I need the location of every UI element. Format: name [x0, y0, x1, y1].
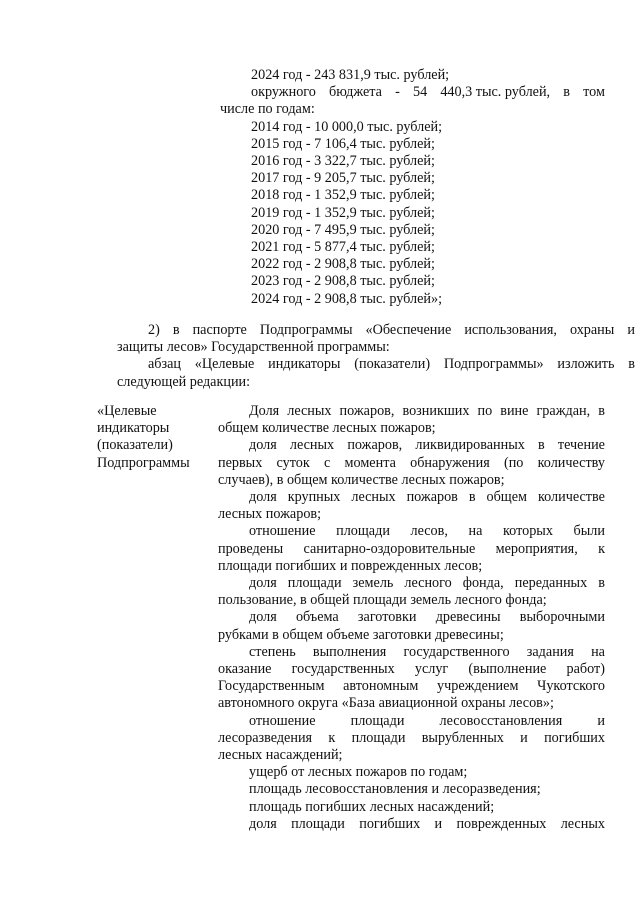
word: граждан,	[536, 403, 591, 419]
word: окружного	[251, 84, 316, 101]
word: в	[598, 403, 605, 419]
word: площади	[351, 729, 406, 746]
word: заготовки	[357, 609, 417, 626]
word: лесных	[287, 403, 332, 419]
word: индикаторы	[268, 356, 341, 373]
word: погибших	[544, 729, 605, 746]
word: суток	[276, 454, 310, 471]
indicator-justified-line	[218, 455, 605, 472]
word: лесов,	[410, 523, 448, 540]
word: доля	[249, 489, 277, 506]
word: паспорте	[192, 322, 247, 338]
word: Подпрограммы	[259, 322, 353, 338]
word: крупных	[287, 489, 341, 506]
word: охраны	[569, 322, 615, 338]
funding-year-line: 2015 год - 7 106,4 тыс. рублей;	[251, 135, 435, 152]
indicator-last-line: пользование, в общей площади земель лесного фонда;	[218, 592, 547, 609]
word: «Обеспечение	[365, 322, 452, 338]
label-line: Подпрограммы	[97, 454, 190, 471]
word: погибших	[359, 815, 421, 832]
word: обнаружения	[410, 454, 490, 471]
indicator-first-line	[218, 403, 605, 420]
word: Подпрограммы»	[443, 356, 544, 373]
indicator-justified-line	[218, 541, 605, 558]
word: общем	[486, 489, 528, 506]
word: отношение	[249, 523, 316, 540]
word: 440,3 тыс. рублей,	[440, 84, 551, 101]
word: автономным	[343, 678, 419, 695]
funding-year-line: 2021 год - 5 877,4 тыс. рублей;	[251, 239, 435, 256]
item-2-line-2: защиты лесов» Государственной программы:	[117, 339, 390, 356]
funding-year-line: 2022 год - 2 908,8 тыс. рублей;	[251, 256, 435, 273]
funding-year-line: 2016 год - 3 322,7 тыс. рублей;	[251, 153, 435, 170]
word: количеству	[537, 454, 605, 471]
word: абзац	[148, 356, 182, 373]
word: лесных	[289, 437, 335, 454]
paragraph-line-1	[117, 356, 635, 373]
word: на	[468, 523, 483, 540]
word: лесного	[404, 575, 452, 592]
indicator-last-line: случаев), в общем количестве лесных пожаров;	[218, 471, 505, 488]
funding-year-line: 2020 год - 7 495,9 тыс. рублей;	[251, 221, 435, 238]
word: лесоразведения	[218, 729, 313, 746]
word: и	[597, 712, 605, 729]
label-line: индикаторы	[97, 420, 170, 437]
word: площади	[291, 815, 345, 832]
word: к	[328, 729, 336, 746]
word: пожаров,	[339, 403, 395, 419]
indicator-first-line	[218, 816, 605, 833]
funding-year-line: 2018 год - 1 352,9 тыс. рублей;	[251, 187, 435, 204]
word: в	[538, 437, 545, 454]
word: к	[598, 540, 605, 557]
word: и	[627, 322, 635, 338]
word: 2)	[148, 322, 160, 338]
word: Чукотского	[537, 678, 605, 695]
word: поврежденных	[456, 815, 547, 832]
amendment-block	[117, 322, 635, 391]
word: оказание	[218, 661, 272, 678]
word: задания	[526, 643, 574, 660]
indicator-first-line	[218, 644, 605, 661]
word: ликвидированных	[415, 437, 525, 454]
word: пожаров,	[347, 437, 403, 454]
word: в	[468, 489, 476, 506]
word: и	[434, 815, 443, 832]
word: в	[598, 575, 605, 592]
indicator-last-line: автономного округа «База авиационной охраны лесов»;	[218, 695, 554, 712]
indicator-last-line: общем количестве лесных пожаров;	[218, 420, 436, 437]
funding-year-line: 2014 год - 10 000,0 тыс. рублей;	[251, 118, 443, 135]
word: переданных	[514, 575, 588, 592]
funding-year-line: 2023 год - 2 908,8 тыс. рублей;	[251, 273, 435, 290]
funding-list	[220, 67, 605, 308]
indicator-first-line	[218, 437, 605, 454]
indicator-first-line	[218, 575, 605, 592]
indicator-line: ущерб от лесных пожаров по годам;	[249, 764, 468, 781]
word: лесовосстановления	[439, 712, 563, 729]
word: в	[628, 356, 635, 373]
word: вине	[500, 403, 529, 419]
word: «Целевые	[194, 356, 255, 373]
word: и	[520, 729, 528, 746]
word: течение	[557, 437, 605, 454]
word: площади	[336, 523, 390, 540]
funding-year-line: 2019 год - 1 352,9 тыс. рублей;	[251, 204, 435, 221]
word: земель	[352, 575, 394, 592]
word: отношение	[249, 712, 316, 729]
label-line: «Целевые	[97, 403, 157, 419]
word: на	[591, 643, 605, 660]
district-budget-continuation: числе по годам:	[220, 101, 315, 118]
word: момента	[344, 454, 396, 471]
word: лесных	[560, 815, 605, 832]
word: в	[563, 84, 570, 101]
funding-year-line: 2017 год - 9 205,7 тыс. рублей;	[251, 170, 435, 187]
word: доля	[249, 815, 277, 832]
word: санитарно-оздоровительные	[303, 540, 476, 557]
word: пожаров	[406, 489, 458, 506]
word: работ)	[566, 661, 605, 678]
word: -	[395, 84, 400, 101]
indicator-first-line	[218, 713, 605, 730]
word: учреждением	[437, 678, 519, 695]
word: 54	[412, 84, 428, 101]
word: использования,	[464, 322, 557, 338]
indicator-line: площадь погибших лесных насаждений;	[249, 798, 495, 815]
word: Государственным	[218, 678, 325, 695]
word: количестве	[537, 489, 605, 506]
word: доля	[249, 575, 277, 592]
indicator-justified-line	[218, 730, 605, 747]
word: лесных	[351, 489, 396, 506]
word: которых	[503, 523, 553, 540]
indicator-label-cell	[97, 403, 207, 472]
indicator-last-line: лесных насаждений;	[218, 747, 343, 764]
label-line: (показатели)	[97, 437, 173, 454]
indicator-last-line: рубками в общем объеме заготовки древесины;	[218, 626, 504, 643]
word: фонда,	[462, 575, 504, 592]
indicator-last-line: лесных пожаров;	[218, 506, 322, 523]
word: (показатели)	[354, 356, 431, 373]
indicator-first-line	[218, 489, 605, 506]
indicator-first-line	[218, 609, 605, 626]
word: (выполнение	[468, 661, 547, 678]
word: том	[583, 84, 605, 101]
word: доля	[249, 437, 277, 454]
word: услуг	[414, 661, 449, 678]
word: государственных	[291, 661, 395, 678]
funding-line-2024-regional: 2024 год - 243 831,9 тыс. рублей;	[251, 67, 450, 83]
word: выборочными	[519, 609, 605, 626]
word: в	[172, 322, 180, 338]
word: древесины	[435, 609, 501, 626]
word: первых	[218, 454, 263, 471]
word: государственного	[403, 643, 510, 660]
word: с	[323, 454, 331, 471]
word: изложить	[557, 356, 615, 373]
indicator-last-line: площади погибших и поврежденных лесов;	[218, 557, 483, 574]
indicator-justified-line	[218, 661, 605, 678]
funding-year-line: 2024 год - 2 908,8 тыс. рублей»;	[251, 290, 443, 307]
word: доля	[249, 609, 277, 626]
word: (по	[503, 454, 524, 471]
word: площади	[350, 712, 405, 729]
word: мероприятия,	[495, 540, 578, 557]
indicator-line: площадь лесовосстановления и лесоразведения;	[249, 781, 541, 798]
word: выполнения	[312, 643, 387, 660]
word: возникших	[402, 403, 470, 419]
item-2-line-1	[117, 322, 635, 339]
word: Доля	[249, 403, 280, 419]
word: по	[477, 403, 493, 419]
word: степень	[249, 643, 296, 660]
word: объема	[295, 609, 339, 626]
word: площади	[287, 575, 342, 592]
indicator-first-line	[218, 523, 605, 540]
word: вырубленных	[421, 729, 504, 746]
word: бюджета	[329, 84, 382, 101]
indicator-justified-line	[218, 678, 605, 695]
paragraph-line-2: следующей редакции:	[117, 373, 251, 390]
district-budget-line	[220, 84, 605, 101]
word: проведены	[218, 540, 284, 557]
word: были	[573, 523, 605, 540]
indicator-list-cell	[218, 403, 605, 833]
